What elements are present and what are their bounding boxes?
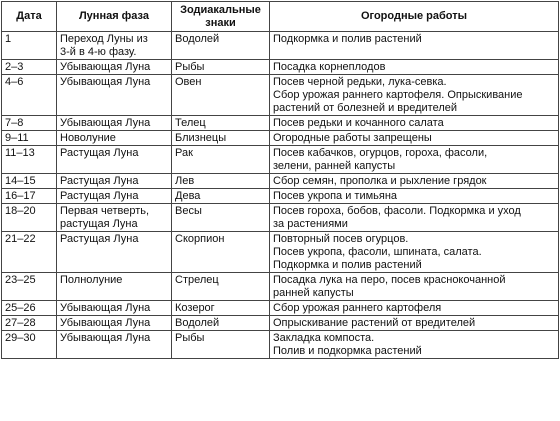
moon-phase-cell-line: Убывающая Луна [60, 332, 151, 344]
garden-work-cell [270, 131, 559, 146]
garden-work-cell [270, 301, 559, 316]
table-row [2, 316, 559, 331]
date-cell: 1 [2, 32, 57, 60]
garden-work-cell-line: Сбор семян, прополка и рыхление грядок [273, 175, 487, 187]
table-header-row [2, 2, 559, 32]
garden-work-cell-line: Посадка корнеплодов [273, 61, 386, 73]
moon-phase-cell [57, 174, 172, 189]
header-date: Дата [2, 2, 57, 32]
header-garden-work: Огородные работы [270, 2, 559, 32]
moon-phase-cell [57, 316, 172, 331]
garden-work-cell-line: Посадка лука на перо, посев краснокочанной [273, 274, 506, 286]
garden-work-cell-line: за растениями [273, 218, 348, 230]
garden-work-cell-line: Сбор урожая раннего картофеля. Опрыскивание [273, 89, 523, 101]
garden-work-cell-line: растений от болезней и вредителей [273, 102, 458, 114]
moon-phase-cell-line: Убывающая Луна [60, 61, 151, 73]
header-moon-phase: Лунная фаза [57, 2, 172, 32]
zodiac-sign-cell: Весы [172, 204, 270, 232]
zodiac-sign-cell: Козерог [172, 301, 270, 316]
moon-phase-cell-line: Убывающая Луна [60, 302, 151, 314]
table-row [2, 60, 559, 75]
date-cell: 4–6 [2, 75, 57, 116]
table-row [2, 116, 559, 131]
table-row [2, 189, 559, 204]
garden-work-cell [270, 189, 559, 204]
date-cell: 21–22 [2, 232, 57, 273]
moon-phase-cell-line: растущая Луна [60, 218, 138, 230]
garden-work-cell-line: зелени, ранней капусты [273, 160, 396, 172]
moon-phase-cell [57, 60, 172, 75]
garden-work-cell-line: Посев укропа, фасоли, шпината, салата. [273, 246, 482, 258]
table-row [2, 75, 559, 116]
garden-work-cell-line: ранней капусты [273, 287, 354, 299]
zodiac-sign-cell: Водолей [172, 316, 270, 331]
moon-phase-cell-line: 3-й в 4-ю фазу. [60, 46, 137, 58]
moon-phase-cell-line: Растущая Луна [60, 190, 139, 202]
date-cell: 27–28 [2, 316, 57, 331]
garden-work-cell [270, 316, 559, 331]
moon-phase-cell-line: Растущая Луна [60, 175, 139, 187]
moon-phase-cell [57, 75, 172, 116]
moon-phase-cell [57, 331, 172, 359]
moon-phase-cell-line: Растущая Луна [60, 147, 139, 159]
moon-phase-cell [57, 32, 172, 60]
garden-work-cell-line: Посев кабачков, огурцов, гороха, фасоли, [273, 147, 488, 159]
table-row [2, 273, 559, 301]
moon-phase-cell-line: Растущая Луна [60, 233, 139, 245]
date-cell: 25–26 [2, 301, 57, 316]
moon-phase-cell-line: Убывающая Луна [60, 76, 151, 88]
table-row [2, 232, 559, 273]
zodiac-sign-cell: Телец [172, 116, 270, 131]
moon-phase-cell-line: Убывающая Луна [60, 317, 151, 329]
garden-work-cell-line: Опрыскивание растений от вредителей [273, 317, 476, 329]
date-cell: 11–13 [2, 146, 57, 174]
zodiac-sign-cell: Скорпион [172, 232, 270, 273]
garden-work-cell-line: Посев гороха, бобов, фасоли. Подкормка и уход [273, 205, 521, 217]
garden-work-cell-line: Подкормка и полив растений [273, 259, 422, 271]
table-body [2, 32, 559, 359]
zodiac-sign-cell: Овен [172, 75, 270, 116]
table-row [2, 131, 559, 146]
zodiac-sign-cell: Рак [172, 146, 270, 174]
garden-work-cell-line: Сбор урожая раннего картофеля [273, 302, 442, 314]
date-cell: 18–20 [2, 204, 57, 232]
garden-work-cell-line: Посев укропа и тимьяна [273, 190, 398, 202]
zodiac-sign-cell: Лев [172, 174, 270, 189]
date-cell: 7–8 [2, 116, 57, 131]
garden-work-cell-line: Подкормка и полив растений [273, 33, 422, 45]
moon-phase-cell [57, 189, 172, 204]
garden-work-cell [270, 174, 559, 189]
table-row [2, 204, 559, 232]
moon-phase-cell [57, 301, 172, 316]
table-row [2, 32, 559, 60]
moon-phase-cell [57, 146, 172, 174]
date-cell: 9–11 [2, 131, 57, 146]
garden-work-cell-line: Посев черной редьки, лука-севка. [273, 76, 447, 88]
table-row [2, 174, 559, 189]
moon-phase-cell-line: Убывающая Луна [60, 117, 151, 129]
garden-work-cell [270, 331, 559, 359]
garden-work-cell-line: Полив и подкормка растений [273, 345, 422, 357]
moon-phase-cell-line: Переход Луны из [60, 33, 148, 45]
garden-work-cell [270, 204, 559, 232]
garden-work-cell-line: Огородные работы запрещены [273, 132, 432, 144]
date-cell: 14–15 [2, 174, 57, 189]
garden-work-cell [270, 146, 559, 174]
moon-phase-cell [57, 273, 172, 301]
zodiac-sign-cell: Рыбы [172, 331, 270, 359]
garden-work-cell [270, 60, 559, 75]
moon-phase-cell [57, 116, 172, 131]
zodiac-sign-cell: Стрелец [172, 273, 270, 301]
zodiac-sign-cell: Водолей [172, 32, 270, 60]
date-cell: 23–25 [2, 273, 57, 301]
lunar-calendar-table [1, 1, 559, 359]
header-zodiac-sign: Зодиакальные знаки [172, 2, 270, 32]
garden-work-cell [270, 116, 559, 131]
date-cell: 29–30 [2, 331, 57, 359]
moon-phase-cell-line: Первая четверть, [60, 205, 150, 217]
garden-work-cell-line: Закладка компоста. [273, 332, 375, 344]
moon-phase-cell [57, 131, 172, 146]
table-row [2, 301, 559, 316]
table-row [2, 331, 559, 359]
garden-work-cell-line: Посев редьки и кочанного салата [273, 117, 444, 129]
date-cell: 16–17 [2, 189, 57, 204]
moon-phase-cell [57, 204, 172, 232]
garden-work-cell [270, 232, 559, 273]
moon-phase-cell-line: Полнолуние [60, 274, 123, 286]
zodiac-sign-cell: Рыбы [172, 60, 270, 75]
zodiac-sign-cell: Близнецы [172, 131, 270, 146]
garden-work-cell [270, 273, 559, 301]
table-row [2, 146, 559, 174]
moon-phase-cell [57, 232, 172, 273]
zodiac-sign-cell: Дева [172, 189, 270, 204]
garden-work-cell [270, 75, 559, 116]
garden-work-cell-line: Повторный посев огурцов. [273, 233, 409, 245]
garden-work-cell [270, 32, 559, 60]
moon-phase-cell-line: Новолуние [60, 132, 116, 144]
date-cell: 2–3 [2, 60, 57, 75]
